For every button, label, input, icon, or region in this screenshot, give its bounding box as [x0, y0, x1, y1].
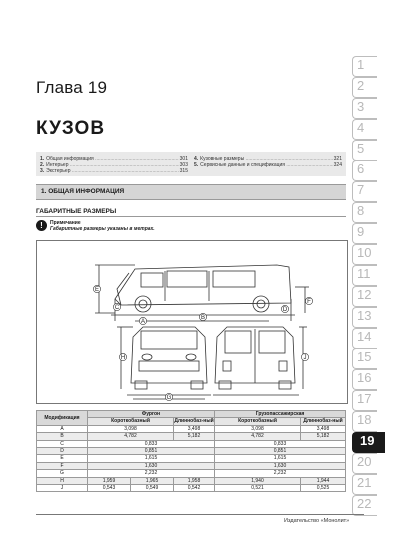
table-cell: 2,232	[215, 470, 346, 477]
chapter-tabs	[352, 56, 384, 516]
chapter-tab-1[interactable]	[352, 56, 384, 76]
table-cell: 1,630	[215, 462, 346, 469]
note-title: Примечание	[50, 220, 81, 226]
table-cell: 3,098	[88, 425, 174, 432]
dimension-label-j: J	[303, 355, 307, 361]
chapter-tab-number: 10	[357, 245, 372, 261]
page-title: КУЗОВ	[36, 118, 106, 139]
subheading-rule	[36, 216, 346, 217]
col-van: Фургон	[88, 411, 215, 418]
van-front-view	[117, 327, 211, 399]
dimension-label-b: B	[200, 315, 206, 321]
toc-entry[interactable]: 2. Интерьер ..... 303	[40, 162, 188, 168]
cell-modification: D	[37, 448, 88, 455]
col-modification: Модификация	[37, 411, 88, 426]
table-cell: 1,630	[88, 462, 215, 469]
chapter-tab-7[interactable]	[352, 181, 384, 201]
dimension-label-d: D	[282, 307, 288, 313]
table-cell: 1,958	[174, 477, 215, 484]
dimension-label-g: G	[166, 395, 172, 401]
chapter-tab-6[interactable]	[352, 160, 384, 180]
table-cell: 0,851	[215, 448, 346, 455]
chapter-label: Глава 19	[36, 78, 108, 97]
col-pass-short: Короткобазный	[215, 418, 301, 425]
dimensions-table	[36, 410, 346, 492]
table-row	[37, 425, 346, 432]
dimension-label-a: A	[140, 319, 146, 325]
table-cell: 4,782	[88, 433, 174, 440]
cell-modification: B	[37, 433, 88, 440]
table-cell: 3,498	[301, 425, 346, 432]
chapter-tab-number: 5	[357, 140, 365, 156]
table-row	[37, 470, 346, 477]
chapter-tab-13[interactable]	[352, 307, 384, 327]
chapter-tab-number: 12	[357, 286, 372, 302]
col-passenger: Грузопассажирская	[215, 411, 346, 418]
subheading: ГАБАРИТНЫЕ РАЗМЕРЫ	[36, 208, 117, 215]
chapter-tab-number: 17	[357, 391, 372, 407]
chapter-tab-number: 11	[357, 265, 371, 281]
chapter-tab-number: 9	[357, 224, 365, 240]
chapter-tab-10[interactable]	[352, 244, 384, 264]
cell-modification: C	[37, 440, 88, 447]
table-cell: 0,525	[301, 485, 346, 492]
cell-modification: F	[37, 462, 88, 469]
table-cell: 1,940	[215, 477, 301, 484]
table-cell: 0,543	[88, 485, 131, 492]
chapter-tab-5[interactable]	[352, 140, 384, 160]
table-cell: 1,615	[88, 455, 215, 462]
chapter-tab-number: 3	[357, 98, 365, 114]
table-cell: 1,615	[215, 455, 346, 462]
chapter-tab-number: 20	[357, 453, 372, 469]
van-rear-view	[213, 327, 307, 395]
chapter-tab-2[interactable]	[352, 77, 384, 97]
table-row	[37, 477, 346, 484]
chapter-tab-number: 8	[357, 203, 365, 219]
chapter-tab-4[interactable]	[352, 119, 384, 139]
table-cell: 0,549	[131, 485, 174, 492]
chapter-tab-number: 1	[357, 57, 365, 72]
chapter-tab-16[interactable]	[352, 369, 384, 389]
table-cell: 0,521	[215, 485, 301, 492]
chapter-tab-9[interactable]	[352, 223, 384, 243]
table-row	[37, 433, 346, 440]
chapter-tab-3[interactable]	[352, 98, 384, 118]
chapter-tab-17[interactable]	[352, 390, 384, 410]
chapter-tab-11[interactable]	[352, 265, 384, 285]
cell-modification: A	[37, 425, 88, 432]
toc-right-column	[194, 156, 342, 168]
table-cell: 0,542	[174, 485, 215, 492]
col-van-long: Длиннобаз-ный	[174, 418, 214, 425]
chapter-tab-number: 22	[357, 495, 372, 511]
dimension-label-c: C	[114, 305, 120, 311]
chapter-tab-number: 2	[357, 77, 365, 93]
chapter-tab-21[interactable]	[352, 474, 384, 494]
van-drawings	[37, 241, 347, 403]
table-cell: 5,182	[301, 433, 346, 440]
note-text: Габаритные размеры указаны в метрах.	[50, 226, 155, 232]
dimension-diagram	[36, 240, 348, 404]
footer-rule	[36, 514, 364, 515]
table-row	[37, 455, 346, 462]
table-cell: 3,498	[174, 425, 215, 432]
cell-modification: H	[37, 477, 88, 484]
chapter-tab-19[interactable]	[352, 432, 384, 452]
cell-modification: E	[37, 455, 88, 462]
van-side-view	[95, 265, 309, 321]
toc-entry[interactable]: 4. Кузовные размеры ..... 321	[194, 156, 342, 162]
chapter-tab-number: 14	[357, 328, 372, 344]
chapter-tab-15[interactable]	[352, 348, 384, 368]
chapter-tab-8[interactable]	[352, 202, 384, 222]
dimension-label-e: E	[94, 287, 100, 293]
table-cell: 0,833	[215, 440, 346, 447]
section-heading: 1. ОБЩАЯ ИНФОРМАЦИЯ	[36, 184, 346, 200]
chapter-tab-20[interactable]	[352, 453, 384, 473]
chapter-tab-22[interactable]	[352, 495, 384, 515]
table-cell: 3,098	[215, 425, 301, 432]
chapter-tab-18[interactable]	[352, 411, 384, 431]
table-row	[37, 462, 346, 469]
chapter-tab-number: 4	[357, 119, 365, 135]
toc-entry[interactable]: 3. Экстерьер ..... 315	[40, 168, 188, 174]
cell-modification: G	[37, 470, 88, 477]
table-cell: 2,232	[88, 470, 215, 477]
col-van-short: Короткобазный	[88, 418, 174, 425]
toc-entry[interactable]: 5. Сервисные данные и спецификация ..... 324	[194, 162, 342, 168]
dimension-label-h: H	[120, 355, 126, 361]
table-cell: 4,782	[215, 433, 301, 440]
col-pass-long: Длиннобаз-ный	[301, 418, 346, 425]
warning-icon: !	[36, 220, 47, 231]
chapter-tab-number: 16	[357, 370, 372, 386]
chapter-tab-number: 7	[357, 182, 365, 198]
table-cell: 1,965	[131, 477, 174, 484]
chapter-tab-number: 18	[357, 412, 372, 428]
chapter-tab-14[interactable]	[352, 328, 384, 348]
toc-entry[interactable]: 1. Общая информация ..... 301	[40, 156, 188, 162]
chapter-tab-number: 21	[357, 474, 372, 490]
table-cell: 0,851	[88, 448, 215, 455]
table-cell: 0,833	[88, 440, 215, 447]
chapter-tab-number: 6	[357, 161, 365, 177]
chapter-tab-12[interactable]	[352, 286, 384, 306]
chapter-tab-number: 19	[360, 433, 375, 449]
dimension-label-f: F	[307, 299, 311, 305]
table-cell: 1,944	[301, 477, 346, 484]
chapter-tab-number: 15	[357, 349, 372, 365]
table-row	[37, 485, 346, 492]
toc-left-column	[40, 156, 188, 174]
table-of-contents	[36, 152, 346, 176]
table-cell: 5,182	[174, 433, 215, 440]
publisher-footer: Издательство «Монолит»	[284, 518, 350, 524]
table-row	[37, 440, 346, 447]
table-cell: 1,959	[88, 477, 131, 484]
chapter-tab-number: 13	[357, 307, 372, 323]
cell-modification: J	[37, 485, 88, 492]
table-row	[37, 448, 346, 455]
